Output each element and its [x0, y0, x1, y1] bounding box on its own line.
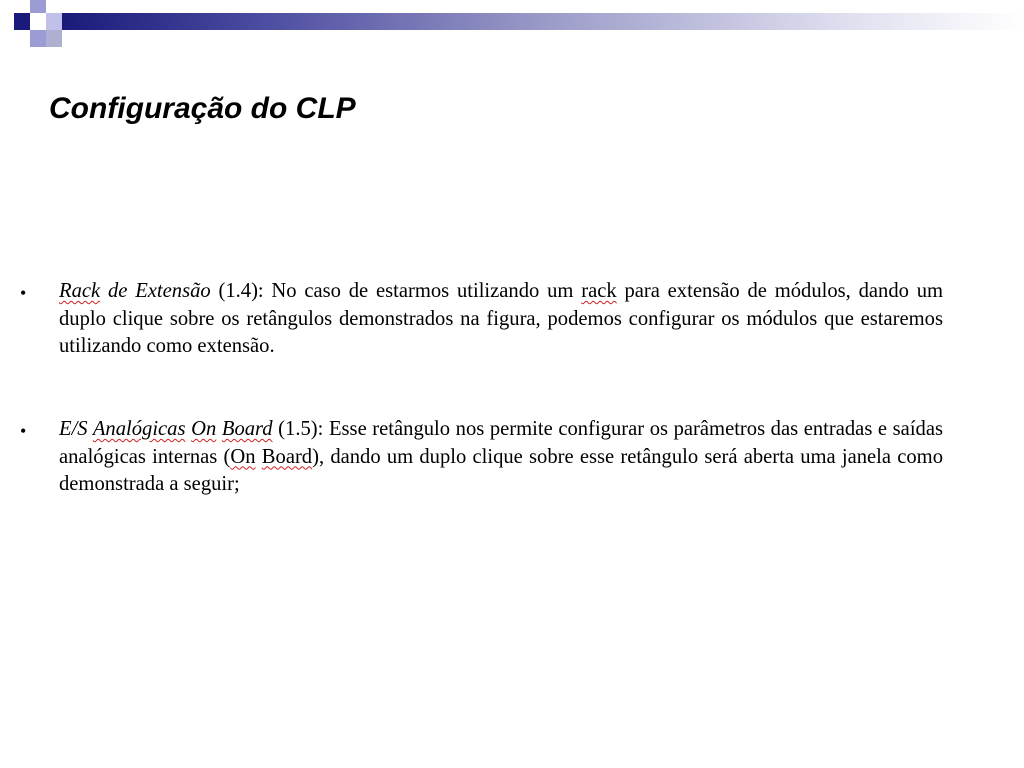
- corner-square-lavender-1: [30, 0, 46, 13]
- term-word: On: [191, 418, 217, 440]
- list-item-rack-extensao: [20, 278, 950, 361]
- bullet-text: [59, 416, 943, 499]
- page-title: Configuração do CLP: [49, 92, 356, 125]
- term-word: Extensão: [135, 280, 211, 302]
- body-text: figura, podemos configurar os módulos que estaremos utilizando como extensão.: [59, 307, 943, 357]
- corner-square-navy-1: [14, 13, 30, 30]
- corner-square-lavender-2: [46, 13, 62, 30]
- body-text: (1.4): No caso de estarmos utilizando um: [210, 280, 582, 302]
- term-word: de: [100, 280, 136, 302]
- term-word: E/S: [59, 418, 93, 440]
- term-word: Board: [221, 418, 273, 440]
- bullet-text: [59, 278, 943, 361]
- body-text: para extensão de módulos, dando um duplo clique sobre os retângulos demonstrados na: [59, 280, 944, 330]
- body-word: On: [230, 445, 256, 468]
- body-word: rack: [581, 280, 617, 302]
- list-item-es-analogicas: [20, 416, 950, 499]
- corner-square-lavender-3: [30, 30, 46, 47]
- bullet-icon: •: [20, 283, 27, 303]
- header-gradient-bar: [62, 13, 1024, 30]
- body-text: (1.5): Esse retângulo nos permite configurar os parâmetros das entradas e saídas analógicas internas (: [59, 418, 943, 468]
- body-text: ), dando um duplo clique sobre esse retângulo será aberta uma janela como demonstrada a seguir;: [59, 445, 943, 495]
- bullet-icon: •: [20, 421, 27, 441]
- term-word: Rack: [59, 280, 101, 302]
- term-word: Analógicas: [92, 418, 186, 440]
- corner-square-navy-2: [46, 30, 62, 47]
- body-word: Board: [261, 445, 313, 468]
